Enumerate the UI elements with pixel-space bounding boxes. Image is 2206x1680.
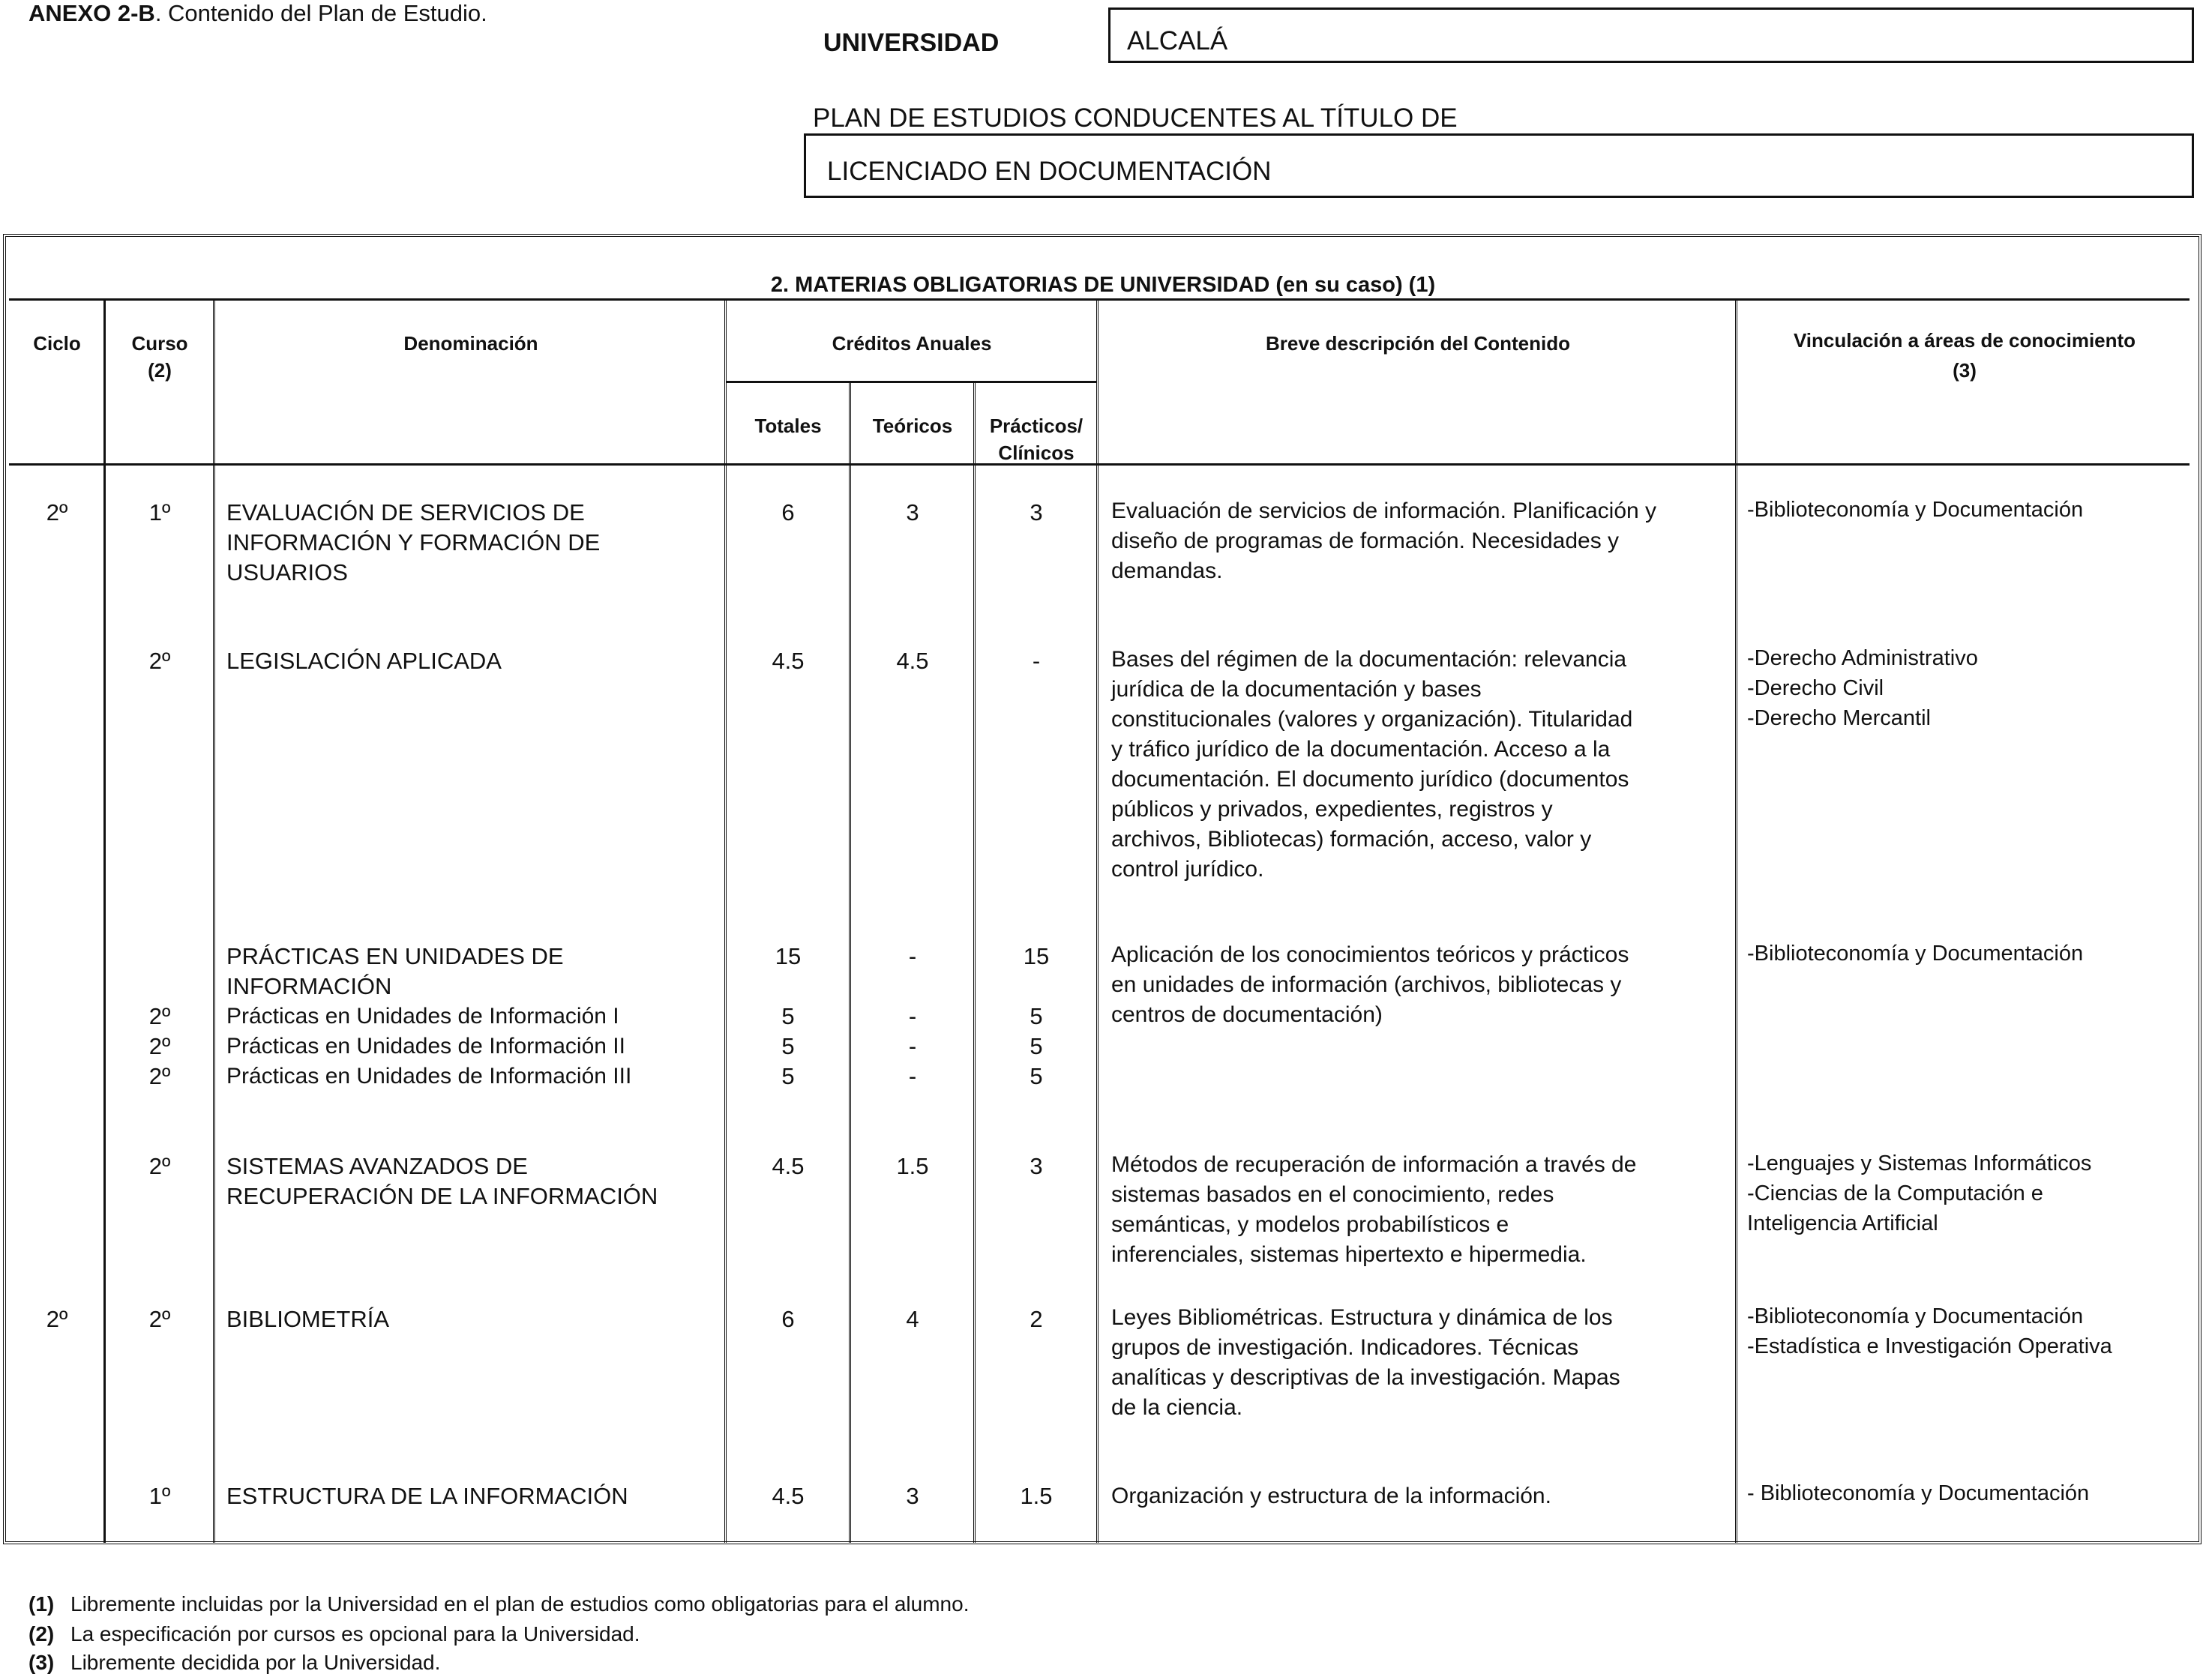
row4-totales: 4.5 <box>772 1153 805 1179</box>
row5-ciclo: 2º <box>46 1306 68 1332</box>
row5-desc-line: de la ciencia. <box>1111 1395 1243 1420</box>
row4-area: -Ciencias de la Computación e <box>1747 1181 2043 1205</box>
footnote-3 <box>28 1649 440 1676</box>
row5-desc-line: grupos de investigación. Indicadores. Técnicas <box>1111 1335 1579 1360</box>
row2-area: -Derecho Civil <box>1747 676 1884 700</box>
row3-sub3-totales: 5 <box>781 1063 795 1089</box>
row3-area: -Biblioteconomía y Documentación <box>1747 942 2084 966</box>
row2-practicos: - <box>1032 648 1041 674</box>
row2-area: -Derecho Administrativo <box>1747 646 1978 670</box>
university-value: ALCALÁ <box>1127 26 1228 55</box>
footnote-number: (3) <box>28 1651 55 1674</box>
row4-desc-line: Métodos de recuperación de información a través de <box>1111 1152 1637 1177</box>
row1-name-line: USUARIOS <box>226 559 348 585</box>
footnote-number: (2) <box>28 1622 55 1646</box>
row4-desc-line: sistemas basados en el conocimiento, redes <box>1111 1182 1554 1207</box>
annex-code: ANEXO 2-B <box>28 0 155 26</box>
row5-areas <box>1747 1301 2112 1361</box>
header-bottom-line <box>9 463 2190 466</box>
row1-name-line: EVALUACIÓN DE SERVICIOS DE <box>226 499 585 526</box>
col-divider-descripcion <box>1735 298 1737 1543</box>
header-top-line <box>9 298 2190 301</box>
row6-curso: 1º <box>148 1483 171 1509</box>
header-totales: Totales <box>754 415 822 437</box>
row2-desc-line: públicos y privados, expedientes, registros y <box>1111 797 1553 822</box>
row3-sub1-teoricos: - <box>908 1003 917 1029</box>
row3-sub1-curso: 2º <box>148 1003 171 1029</box>
row3-sub1-practicos: 5 <box>1030 1003 1043 1029</box>
header-curso-note: (2) <box>148 359 172 382</box>
row2-name-line: LEGISLACIÓN APLICADA <box>226 648 502 674</box>
plan-label: PLAN DE ESTUDIOS CONDUCENTES AL TÍTULO DE <box>813 103 1458 133</box>
row1-areas <box>1747 495 2083 525</box>
row1-desc-line: demandas. <box>1111 559 1223 583</box>
col-divider-denominacion <box>724 298 727 1543</box>
annex-title <box>28 0 487 27</box>
row4-name-line: RECUPERACIÓN DE LA INFORMACIÓN <box>226 1183 658 1209</box>
row2-desc-line: documentación. El documento jurídico (documentos <box>1111 767 1629 792</box>
row1-area: -Biblioteconomía y Documentación <box>1747 498 2084 522</box>
header-descripcion: Breve descripción del Contenido <box>1266 332 1570 355</box>
row3-areas <box>1747 939 2083 969</box>
row4-areas <box>1747 1148 2091 1238</box>
row3-sub3-practicos: 5 <box>1030 1063 1043 1089</box>
row5-totales: 6 <box>781 1306 795 1332</box>
row2-desc-line: jurídica de la documentación y bases <box>1111 677 1482 702</box>
row2-desc-line: Bases del régimen de la documentación: relevancia <box>1111 647 1627 672</box>
row4-area: -Lenguajes y Sistemas Informáticos <box>1747 1151 2092 1175</box>
row4-practicos: 3 <box>1030 1153 1043 1179</box>
row6-teoricos: 3 <box>906 1483 919 1509</box>
header-clinicos: Clínicos <box>998 442 1075 464</box>
row3-sub2-totales: 5 <box>781 1033 795 1059</box>
row3-sub3-name: Prácticas en Unidades de Información III <box>226 1064 632 1089</box>
row3-sub3-teoricos: - <box>908 1063 917 1089</box>
row4-area: Inteligencia Artificial <box>1747 1211 1938 1235</box>
row3-practicos: 15 <box>1023 943 1050 969</box>
row5-curso: 2º <box>148 1306 171 1332</box>
row6-totales: 4.5 <box>772 1483 805 1509</box>
row4-description <box>1111 1150 1636 1270</box>
row6-description <box>1111 1481 1551 1511</box>
row3-sub3-curso: 2º <box>148 1063 171 1089</box>
row1-totales: 6 <box>781 499 795 526</box>
row2-desc-line: constitucionales (valores y organización). Titularidad <box>1111 707 1633 732</box>
row5-description <box>1111 1303 1620 1423</box>
header-creditos: Créditos Anuales <box>832 332 992 355</box>
header-vinculacion: Vinculación a áreas de conocimiento <box>1793 329 2136 352</box>
header-denominacion: Denominación <box>403 332 538 355</box>
row5-name <box>226 1304 389 1334</box>
header-vinculacion-note: (3) <box>1953 359 1977 382</box>
header-ciclo: Ciclo <box>33 332 81 355</box>
row5-area: -Biblioteconomía y Documentación <box>1747 1304 2084 1328</box>
row4-name <box>226 1151 658 1211</box>
row3-sub2-teoricos: - <box>908 1033 917 1059</box>
annex-description: . Contenido del Plan de Estudio. <box>154 0 487 26</box>
university-field <box>1108 7 2194 63</box>
row5-area: -Estadística e Investigación Operativa <box>1747 1334 2112 1358</box>
footnote-text: Libremente incluidas por la Universidad en el plan de estudios como obligatorias para el alumno. <box>70 1592 970 1616</box>
row4-curso: 2º <box>148 1153 171 1179</box>
col-divider-teoricos <box>973 381 976 1543</box>
row2-curso: 2º <box>148 648 171 674</box>
row5-desc-line: Leyes Bibliométricas. Estructura y dinámica de los <box>1111 1305 1613 1330</box>
row5-name-line: BIBLIOMETRÍA <box>226 1306 390 1332</box>
footnote-text: La especificación por cursos es opcional para la Universidad. <box>70 1622 640 1646</box>
header-curso: Curso <box>131 332 188 355</box>
row3-description <box>1111 940 1629 1030</box>
footnote-2 <box>28 1621 640 1648</box>
row1-teoricos: 3 <box>906 499 919 526</box>
row2-name <box>226 646 502 676</box>
row2-desc-line: archivos, Bibliotecas) formación, acceso, valor y <box>1111 827 1592 852</box>
row3-sub1-name: Prácticas en Unidades de Información I <box>226 1004 619 1029</box>
row1-desc-line: Evaluación de servicios de información. Planificación y <box>1111 499 1657 523</box>
row6-name <box>226 1481 628 1511</box>
col-divider-ciclo <box>103 298 106 1543</box>
header-teoricos: Teóricos <box>872 415 953 437</box>
col-divider-curso <box>213 298 215 1543</box>
row6-areas <box>1747 1478 2089 1508</box>
row3-sub2-practicos: 5 <box>1030 1033 1043 1059</box>
row5-teoricos: 4 <box>906 1306 919 1332</box>
row3-sub2-name: Prácticas en Unidades de Información II <box>226 1034 625 1059</box>
row2-description <box>1111 645 1632 885</box>
degree-field <box>804 133 2194 198</box>
row3-name-line: INFORMACIÓN <box>226 973 392 999</box>
footnote-number: (1) <box>28 1592 55 1616</box>
row3-teoricos: - <box>908 943 917 969</box>
row1-curso: 1º <box>148 499 171 526</box>
row4-teoricos: 1.5 <box>896 1153 929 1179</box>
university-label: UNIVERSIDAD <box>823 28 1000 57</box>
row2-desc-line: y tráfico jurídico de la documentación. Acceso a la <box>1111 737 1611 762</box>
row1-desc-line: diseño de programas de formación. Necesidades y <box>1111 529 1620 553</box>
row2-teoricos: 4.5 <box>896 648 929 674</box>
row1-name-line: INFORMACIÓN Y FORMACIÓN DE <box>226 529 601 556</box>
row6-name-line: ESTRUCTURA DE LA INFORMACIÓN <box>226 1483 628 1509</box>
row3-name <box>226 942 564 1002</box>
degree-value: LICENCIADO EN DOCUMENTACIÓN <box>827 157 1272 186</box>
row2-totales: 4.5 <box>772 648 805 674</box>
row5-desc-line: analíticas y descriptivas de la investigación. Mapas <box>1111 1365 1620 1390</box>
footnote-1 <box>28 1591 969 1618</box>
row6-area: - Biblioteconomía y Documentación <box>1747 1481 2090 1505</box>
footnote-text: Libremente decidida por la Universidad. <box>70 1651 441 1674</box>
row3-desc-line: Aplicación de los conocimientos teóricos y prácticos <box>1111 942 1629 967</box>
row3-sub2-curso: 2º <box>148 1033 171 1059</box>
row5-practicos: 2 <box>1030 1306 1043 1332</box>
row3-name-line: PRÁCTICAS EN UNIDADES DE <box>226 943 564 969</box>
table-title: 2. MATERIAS OBLIGATORIAS DE UNIVERSIDAD (en su caso) (1) <box>770 273 1436 297</box>
row4-name-line: SISTEMAS AVANZADOS DE <box>226 1153 528 1179</box>
row3-totales: 15 <box>775 943 802 969</box>
row4-desc-line: semánticas, y modelos probabilísticos e <box>1111 1212 1509 1237</box>
row1-description <box>1111 496 1656 586</box>
row4-desc-line: inferenciales, sistemas hipertexto e hipermedia. <box>1111 1242 1587 1267</box>
row6-desc-line: Organización y estructura de la información. <box>1111 1484 1551 1508</box>
credits-sub-line <box>726 381 1096 383</box>
row1-practicos: 3 <box>1030 499 1043 526</box>
row2-desc-line: control jurídico. <box>1111 857 1264 882</box>
col-divider-creditos <box>1096 298 1099 1543</box>
row1-name <box>226 498 600 588</box>
row2-area: -Derecho Mercantil <box>1747 706 1931 730</box>
row2-areas <box>1747 643 1978 733</box>
row1-ciclo: 2º <box>46 499 68 526</box>
row3-sub1-totales: 5 <box>781 1003 795 1029</box>
row6-practicos: 1.5 <box>1020 1483 1053 1509</box>
col-divider-totales <box>849 381 851 1543</box>
header-practicos: Prácticos/ <box>989 415 1084 437</box>
row3-desc-line: centros de documentación) <box>1111 1002 1383 1027</box>
row3-desc-line: en unidades de información (archivos, bibliotecas y <box>1111 972 1622 997</box>
